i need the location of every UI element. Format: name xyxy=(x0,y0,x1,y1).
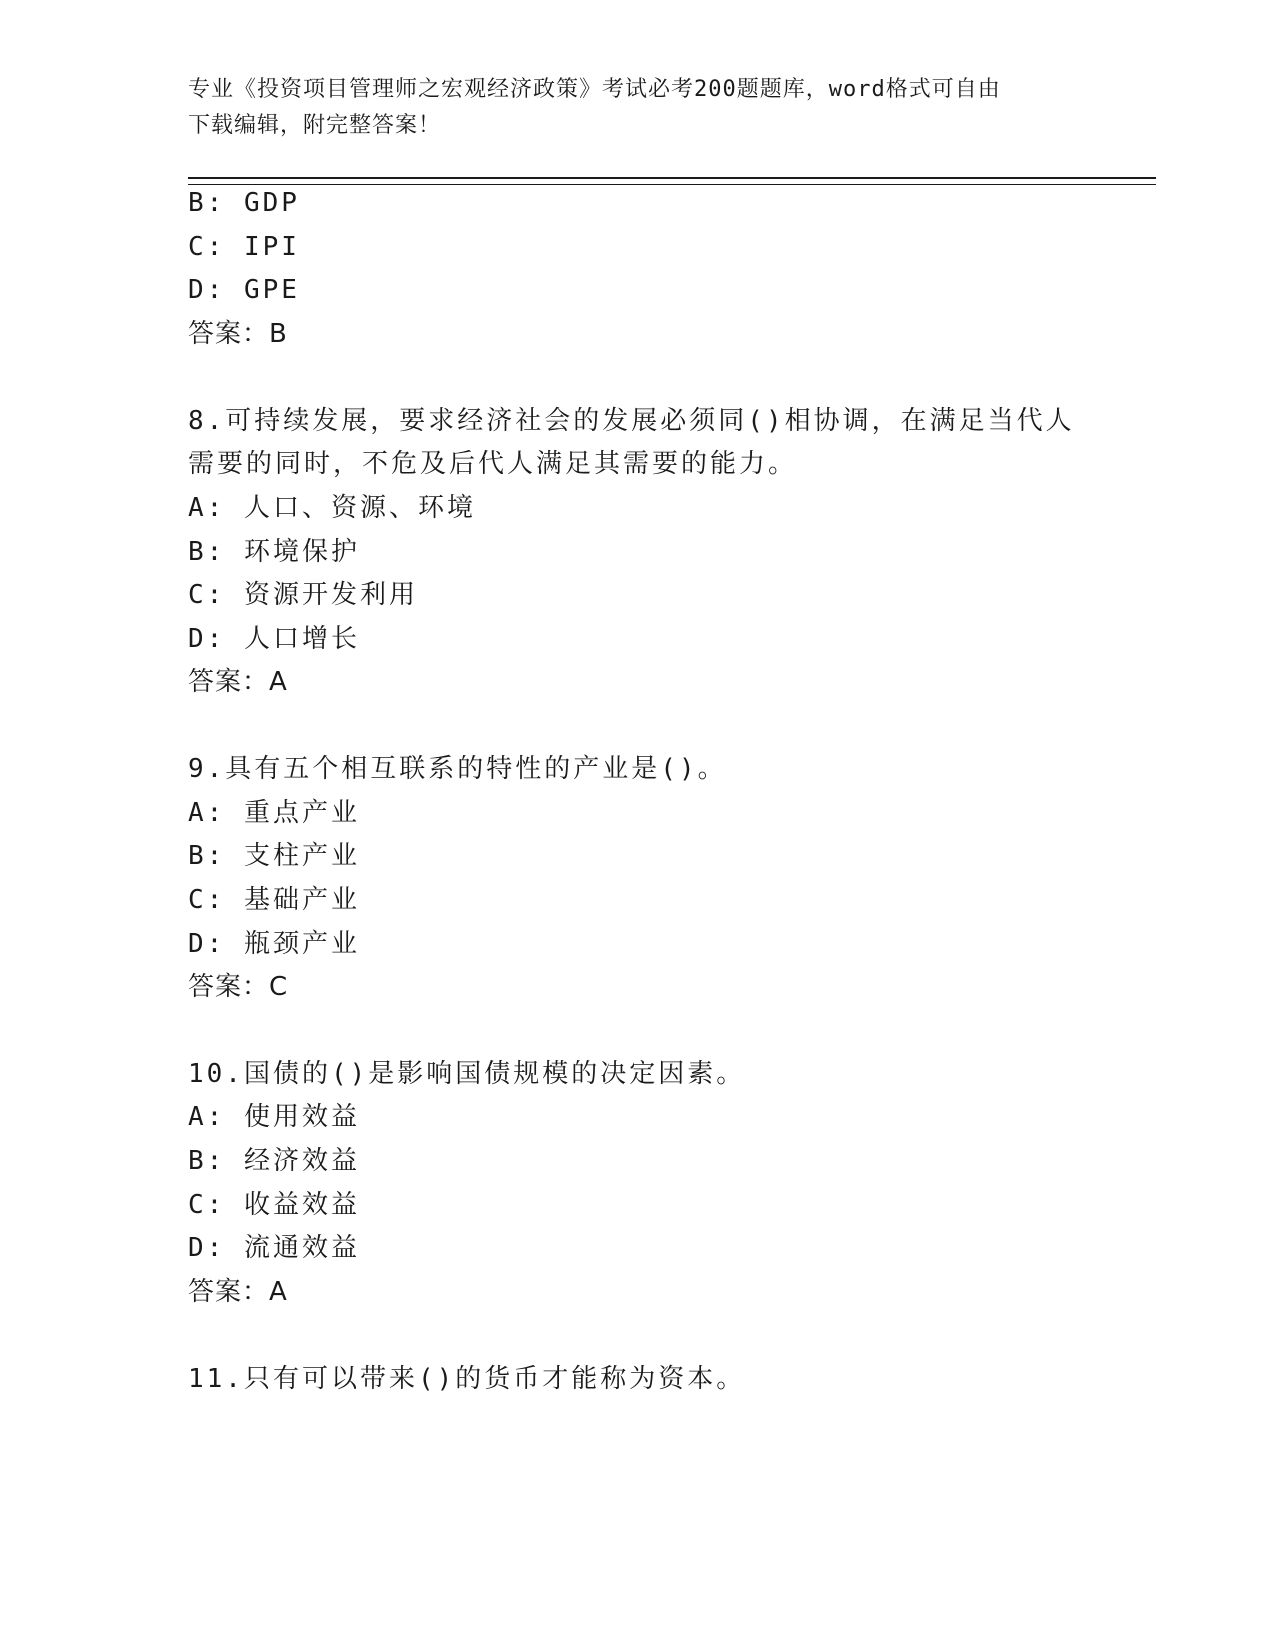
q8-option-c: C: 资源开发利用 xyxy=(188,580,418,610)
q11-stem: 11.只有可以带来()的货币才能称为资本。 xyxy=(188,1364,746,1394)
q9-option-c: C: 基础产业 xyxy=(188,885,360,915)
q8-option-a: A: 人口、资源、环境 xyxy=(188,493,476,523)
document-header xyxy=(188,72,1088,144)
q8-stem-line-1: 8.可持续发展，要求经济社会的发展必须同()相协调，在满足当代人 xyxy=(188,406,1075,436)
q10-option-d: D: 流通效益 xyxy=(188,1233,360,1263)
q10-option-a: A: 使用效益 xyxy=(188,1102,360,1132)
q10-option-c: C: 收益效益 xyxy=(188,1190,360,1220)
q9-option-d: D: 瓶颈产业 xyxy=(188,929,360,959)
q10-option-b: B: 经济效益 xyxy=(188,1146,360,1176)
q10-stem: 10.国债的()是影响国债规模的决定因素。 xyxy=(188,1059,746,1089)
q9-option-b: B: 支柱产业 xyxy=(188,841,360,871)
header-line-1: 专业《投资项目管理师之宏观经济政策》考试必考200题题库，word格式可自由 xyxy=(188,77,1001,102)
q8-answer: 答案：A xyxy=(188,667,288,697)
header-divider xyxy=(188,177,1156,185)
q7-option-d: D: GPE xyxy=(188,275,300,305)
q10-answer: 答案：A xyxy=(188,1277,288,1307)
q8-option-b: B: 环境保护 xyxy=(188,537,360,567)
q9-option-a: A: 重点产业 xyxy=(188,798,360,828)
q8-option-d: D: 人口增长 xyxy=(188,624,360,654)
q9-answer: 答案：C xyxy=(188,972,289,1002)
q7-answer: 答案：B xyxy=(188,319,288,349)
q7-option-b: B: GDP xyxy=(188,188,300,218)
q8-stem-line-2: 需要的同时，不危及后代人满足其需要的能力。 xyxy=(188,449,798,479)
q7-option-c: C: IPI xyxy=(188,232,300,262)
header-line-2: 下载编辑，附完整答案！ xyxy=(188,113,442,138)
q9-stem: 9.具有五个相互联系的特性的产业是()。 xyxy=(188,754,727,784)
